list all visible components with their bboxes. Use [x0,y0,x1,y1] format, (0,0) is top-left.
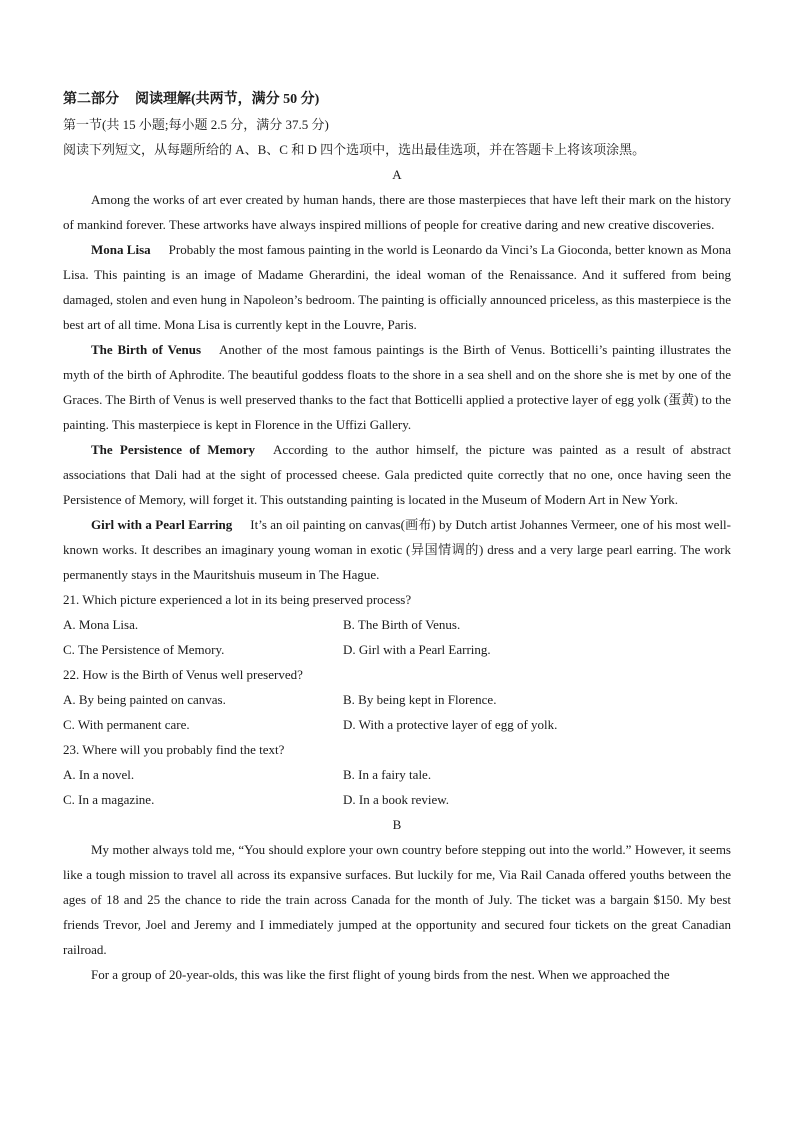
passage-b-paragraph-1: My mother always told me, “You should explore your own country before stepping out into the world.” However, it seems like a tough mission to travel all across its expansive surfaces. But luckily for me, Via Rail Canada offered youths between the ages of 18 and 25 the chance to ride the train across Canada for the month of July. The ticket was a bargain $150. My best friends Trevor, Joel and Jeremy and I immediately jumped at the opportunity and secured four tickets on the great Canadian railroad. [63,842,731,957]
option-d: D. Girl with a Pearl Earring. [343,642,491,657]
passage-b-label: B [392,817,402,832]
question-22 [63,662,731,737]
item-text: It’s an oil painting on canvas(画布) by Dutch artist Johannes Vermeer, one of his most well-known works. It describes an imaginary young woman in exotic (异国情调的) dress and a very large pearl earring. The work permanently stays in the Mauritshuis museum in The Hague. [63,517,731,582]
passage-a-label: A [392,167,402,182]
item-text: Another of the most famous paintings is the Birth of Venus. Botticelli’s painting illustrates the myth of the birth of Aphrodite. The beautiful goddess floats to the shore in a sea shell and on the shore she is met by one of the Graces. The Birth of Venus is well preserved thanks to the fact that Botticelli applied a protective layer of egg yolk (蛋黄) to the painting. This masterpiece is kept in Florence in the Uffizi Gallery. [63,342,731,432]
option-d: D. With a protective layer of egg of yolk. [343,717,558,732]
option-row [63,612,731,637]
option-c: C. With permanent care. [63,717,190,732]
passage-b-paragraph-2: For a group of 20-year-olds, this was like the first flight of young birds from the nest. When we approached the [91,967,670,982]
question-stem: 23. Where will you probably find the text? [63,742,285,757]
option-a: A. In a novel. [63,767,135,782]
option-row [63,687,731,712]
item-heading: Girl with a Pearl Earring [91,517,233,532]
item-heading: The Birth of Venus [91,342,202,357]
passage-a-item [63,512,731,587]
option-row [63,762,731,787]
option-a: A. By being painted on canvas. [63,692,226,707]
question-21 [63,587,731,662]
passage-a-item [63,337,731,437]
question-stem: 21. Which picture experienced a lot in its being preserved process? [63,592,412,607]
option-c: C. The Persistence of Memory. [63,642,225,657]
item-text: According to the author himself, the picture was painted as a result of abstract associations that Dali had at the sight of processed cheese. Gala predicted quite correctly that no one, once having seen the Persistence of Memory, will forget it. This outstanding painting is located in the Museum of Modern Art in New York. [63,442,731,507]
section-title-rest: 阅读理解(共两节，满分 50 分) [135,92,320,107]
passage-a-item [63,237,731,337]
subsection-title: 第一节(共 15 小题;每小题 2.5 分，满分 37.5 分) [63,117,329,132]
option-b: B. The Birth of Venus. [343,617,461,632]
section-title [63,88,731,112]
option-row [63,637,731,662]
passage-a-intro: Among the works of art ever created by human hands, there are those masterpieces that have left their mark on the history of mankind forever. These artworks have always inspired millions of people for creative daring and new creative discoveries. [63,192,731,232]
item-heading: The Persistence of Memory [91,442,256,457]
option-row [63,787,731,812]
option-c: C. In a magazine. [63,792,155,807]
question-23 [63,737,731,812]
section-title-part: 第二部分 [63,92,119,107]
item-text: Probably the most famous painting in the world is Leonardo da Vinci’s La Gioconda, better known as Mona Lisa. This painting is an image of Madame Gherardini, the ideal woman of the Renaissance. And it suffered from being damaged, stolen and even hung in Napoleon’s bedroom. The painting is officially announced priceless, as this masterpiece is the best art of all time. Mona Lisa is currently kept in the Louvre, Paris. [63,242,732,332]
option-a: A. Mona Lisa. [63,617,139,632]
option-b: B. By being kept in Florence. [343,692,497,707]
option-d: D. In a book review. [343,792,450,807]
passage-a-item [63,437,731,512]
option-row [63,712,731,737]
item-heading: Mona Lisa [91,242,151,257]
page-content [63,88,731,987]
option-b: B. In a fairy tale. [343,767,432,782]
instructions: 阅读下列短文，从每题所给的 A、B、C 和 D 四个选项中，选出最佳选项，并在答题卡上将该项涂黑。 [63,142,646,157]
question-stem: 22. How is the Birth of Venus well preserved? [63,667,303,682]
